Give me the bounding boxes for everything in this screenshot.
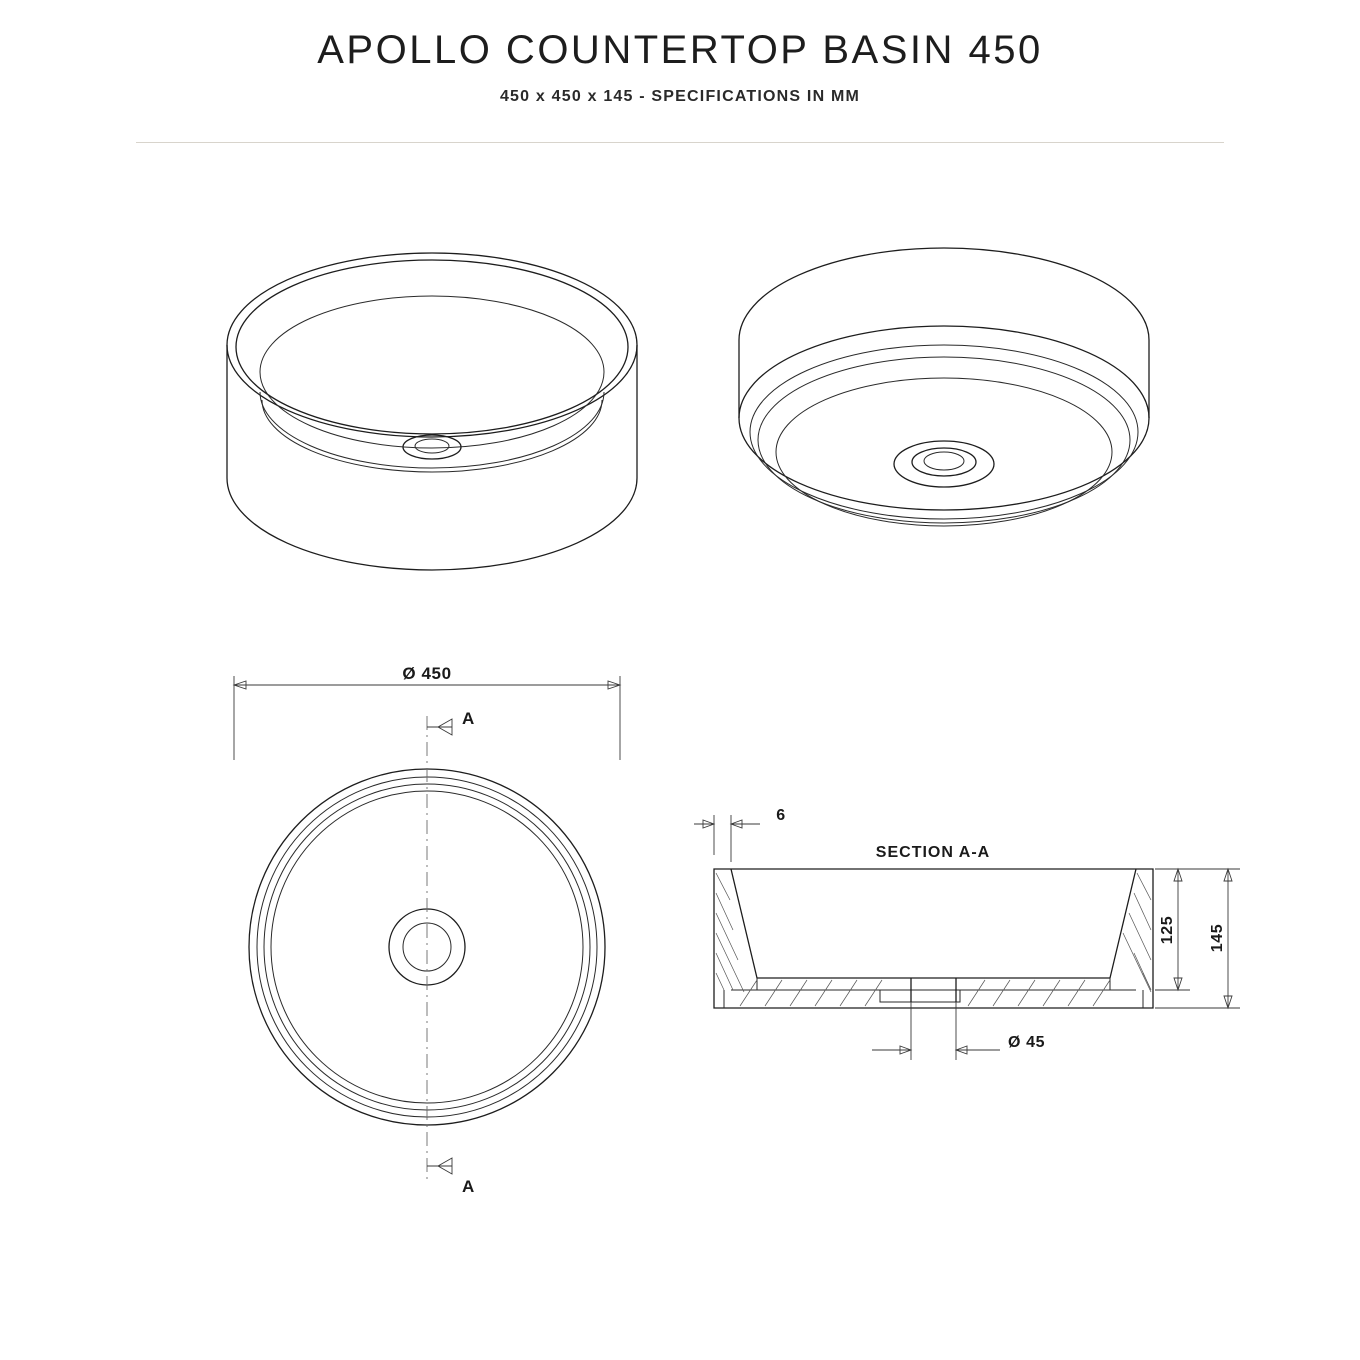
dim-outer-diameter: Ø 450 (402, 664, 452, 683)
dim-rim-thickness: 6 (776, 807, 786, 824)
view-plan (234, 664, 620, 1196)
view-section (694, 807, 1240, 1060)
dim-overall-height: 145 (1209, 923, 1226, 953)
dim-inner-height: 125 (1159, 915, 1176, 945)
page-title: APOLLO COUNTERTOP BASIN 450 (317, 28, 1043, 72)
view-perspective-top (227, 253, 637, 570)
view-perspective-bottom (739, 248, 1149, 526)
dim-waste-diameter: Ø 45 (1008, 1034, 1046, 1051)
section-marker-bottom: A (462, 1177, 475, 1196)
page-subtitle: 450 x 450 x 145 - SPECIFICATIONS IN MM (499, 88, 861, 105)
section-title: SECTION A-A (875, 844, 991, 861)
section-marker-top: A (462, 709, 475, 728)
